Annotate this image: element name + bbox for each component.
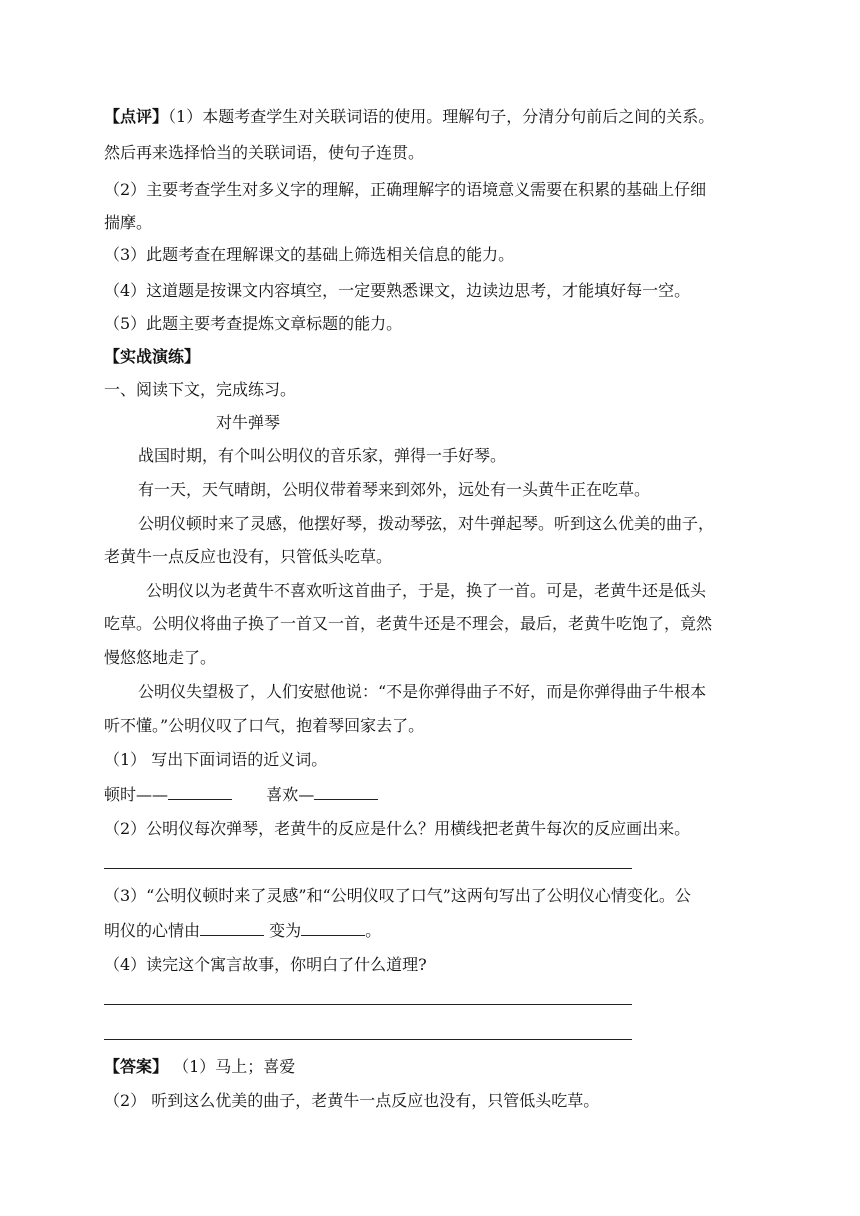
commentary-p3: （3）此题考查在理解课文的基础上筛选相关信息的能力。 <box>104 245 515 264</box>
question-2: （2）公明仪每次弹琴，老黄牛的反应是什么？用横线把老黄牛每次的反应画出来。 <box>104 819 691 838</box>
answer-label: 【答案】 <box>104 1057 169 1076</box>
question-3b <box>104 921 381 941</box>
story-paragraph-4c: 慢悠悠地走了。 <box>104 648 217 667</box>
question-4: （4）读完这个寓言故事，你明白了什么道理? <box>104 955 427 974</box>
answer-line-q4-2[interactable] <box>104 1039 632 1040</box>
synonym-word-2: 喜欢— <box>266 785 315 804</box>
story-title: 对牛弹琴 <box>216 413 281 432</box>
synonym-blank-1[interactable] <box>168 785 232 800</box>
mood-blank-to[interactable] <box>301 921 365 936</box>
story-paragraph-5b: 听不懂。”公明仪叹了口气，抱着琴回家去了。 <box>104 716 425 735</box>
question-1-fill <box>104 785 378 805</box>
synonym-blank-2[interactable] <box>314 785 378 800</box>
commentary-p1b: 然后再来选择恰当的关联词语，使句子连贯。 <box>104 143 425 162</box>
commentary-text: （1）本题考查学生对关联词语的使用。理解句子，分清分句前后之间的关系。 <box>168 107 715 126</box>
answer-1-text: （1）马上；喜爱 <box>168 1057 296 1076</box>
answer-line-q2[interactable] <box>104 868 632 869</box>
story-paragraph-4b: 吃草。公明仪将曲子换了一首又一首，老黄牛还是不理会，最后，老黄牛吃饱了，竟然 <box>104 614 713 633</box>
story-paragraph-1: 战国时期，有个叫公明仪的音乐家，弹得一手好琴。 <box>138 446 507 465</box>
story-paragraph-5a: 公明仪失望极了，人们安慰他说：“不是你弹得曲子不好，而是你弹得曲子牛根本 <box>138 682 707 701</box>
story-paragraph-2: 有一天，天气晴朗，公明仪带着琴来到郊外，远处有一头黄牛正在吃草。 <box>138 480 651 499</box>
answer-2: （2） 听到这么优美的曲子，老黄牛一点反应也没有，只管低头吃草。 <box>104 1091 600 1110</box>
commentary-p4: （4）这道题是按课文内容填空，一定要熟悉课文，边读边思考，才能填好每一空。 <box>104 281 691 300</box>
practice-heading: 【实战演练】 <box>104 347 201 366</box>
commentary-p5: （5）此题主要考查提炼文章标题的能力。 <box>104 314 403 333</box>
synonym-word-1: 顿时—— <box>104 785 169 804</box>
commentary-p2a: （2）主要考查学生对多义字的理解，正确理解字的语境意义需要在积累的基础上仔细 <box>104 180 707 199</box>
story-paragraph-3a: 公明仪顿时来了灵感，他摆好琴，拨动琴弦，对牛弹起琴。听到这么优美的曲子， <box>138 514 715 533</box>
story-paragraph-4a: 公明仪以为老黄牛不喜欢听这首曲子，于是，换了一首。可是，老黄牛还是低头 <box>146 581 707 600</box>
mood-blank-from[interactable] <box>200 921 264 936</box>
question-3b-middle: 变为 <box>264 921 302 940</box>
question-3a: （3）“公明仪顿时来了灵感”和“公明仪叹了口气”这两句写出了公明仪心情变化。公 <box>104 886 691 905</box>
answer-line-q4-1[interactable] <box>104 1004 632 1005</box>
practice-instruction: 一、阅读下文，完成练习。 <box>104 380 297 399</box>
commentary-p2b: 揣摩。 <box>104 213 153 232</box>
commentary-p1a <box>104 107 714 127</box>
question-3b-prefix: 明仪的心情由 <box>104 921 201 940</box>
commentary-label: 【点评】 <box>104 107 169 126</box>
question-3b-end: 。 <box>365 921 382 940</box>
question-1: （1） 写出下面词语的近义词。 <box>104 750 328 769</box>
story-paragraph-3b: 老黄牛一点反应也没有，只管低头吃草。 <box>104 547 393 566</box>
answer-1 <box>104 1057 295 1077</box>
